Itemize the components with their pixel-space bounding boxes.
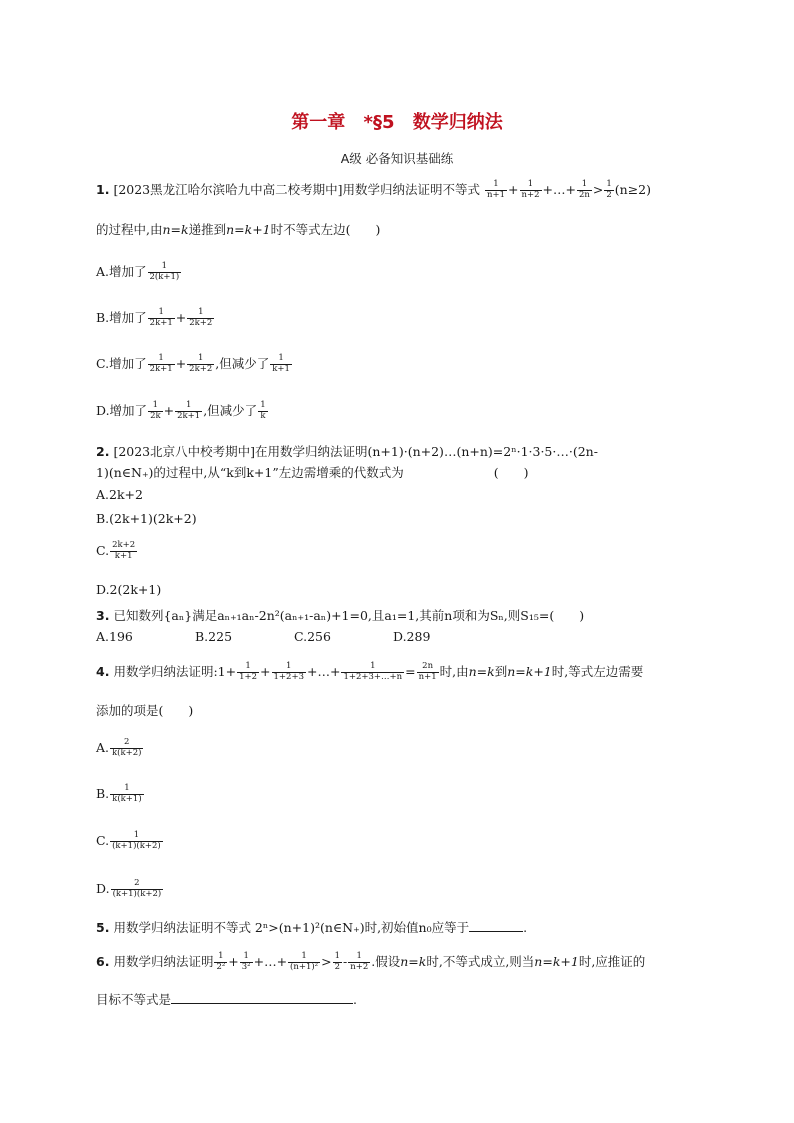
fraction: $\frac{1}{1+2+3}$ [273,661,304,682]
q1-number: 1. [96,182,110,197]
fraction: $\frac{1}{2}$ [334,951,340,972]
q2-line1: 2. [2023北京八中校考期中]在用数学归纳法证明(n+1)·(n+2)…(n+n)=2ⁿ·1·3·5·…·(2n- [96,444,598,459]
q3-options [96,629,492,644]
q2-line2: 1)(n∈N₊)的过程中,从“k到k+1”左边需增乘的代数式为 ( ) [96,465,529,480]
q2-number: 2. [96,444,110,459]
fraction: $\frac{2}{(k+1)(k+2)}$ [112,878,162,899]
fraction: $\frac{1}{2}$ [606,179,612,200]
q4-option-d[interactable]: D. $\frac{2}{(k+1)(k+2)}$ [96,878,162,899]
q4-option-b[interactable]: B. $\frac{1}{k(k+1)}$ [96,783,142,804]
q2-option-c[interactable]: C. $\frac{2k+2}{k+1}$ [96,540,136,561]
fraction: $\frac{1}{n+2}$ [521,179,540,200]
fraction: $\frac{1}{(k+1)(k+2)}$ [112,830,161,851]
q5-answer-blank[interactable] [469,919,523,932]
fraction: $\frac{1}{2k+2}$ [189,307,213,328]
fraction: $\frac{1}{2k+1}$ [177,400,201,421]
q1-option-d[interactable]: D.增加了 $\frac{1}{2k}$ + $\frac{1}{2k+1}$ ,但减少了 $\frac{1}{k}$ [96,400,266,421]
fraction: $\frac{1}{n+1}$ [487,179,506,200]
q4-line1: 4. 用数学归纳法证明:1+ $\frac{1}{1+2}$ + $\frac{1}{1+2+3}$ +…+ $\frac{1}{1+2+3+\dots+n}$ = $\frac{2n}{n+1}$ 时,由n=k到n=k+1时,等式左边需要 [96,661,644,682]
q2-option-a[interactable]: A.2k+2 [96,487,143,502]
topic-label: 数学归纳法 [412,112,503,133]
fraction: $\frac{2k+2}{k+1}$ [112,540,136,561]
level-label: A级 必备知识基础练 [340,151,454,166]
q6-line1: 6. 用数学归纳法证明 $\frac{1}{\text{2²}}$ + $\frac{1}{\text{3²}}$ +…+ $\frac{1}{\text{(n+1)²}}$ > $\frac{1}{2}$ - $\frac{1}{n+2}$ .假设n=k时,不等式成立,则当n=k+1时,应推证的 [96,951,646,972]
fraction: $\frac{1}{2k}$ [150,400,161,421]
q1-text: [2023黑龙江哈尔滨哈九中高二校考期中]用数学归纳法证明不等式 [113,182,481,197]
fraction: $\frac{1}{k}$ [260,400,266,421]
q6-number: 6. [96,954,110,969]
q1-line2: 的过程中,由n=k递推到n=k+1时不等式左边( ) [96,222,381,237]
fraction: $\frac{2n}{n+1}$ [418,661,437,682]
q1-option-c[interactable]: C.增加了 $\frac{1}{2k+1}$ + $\frac{1}{2k+2}$ ,但减少了 $\frac{1}{k+1}$ [96,353,290,374]
fraction: $\frac{1}{n+2}$ [350,951,369,972]
q2-option-d[interactable]: D.2(2k+1) [96,582,162,597]
q5-number: 5. [96,920,110,935]
q3-option-a[interactable]: A.196 [96,629,133,644]
fraction: $\frac{2}{k(k+2)}$ [112,737,142,758]
q6-line2: 目标不等式是 . [96,992,357,1007]
q4-option-a[interactable]: A. $\frac{2}{k(k+2)}$ [96,737,142,758]
q6-answer-blank[interactable] [171,991,353,1004]
fraction: $\frac{1}{1+2+3+\dots+n}$ [343,661,403,682]
q1-option-b[interactable]: B.增加了 $\frac{1}{2k+1}$ + $\frac{1}{2k+2}$ [96,307,213,328]
fraction: $\frac{1}{\text{(n+1)²}}$ [290,951,319,972]
q5-line1: 5. 用数学归纳法证明不等式 2ⁿ>(n+1)²(n∈N₊)时,初始值n₀应等于 . [96,920,528,935]
fraction: $\frac{1}{1+2}$ [239,661,258,682]
fraction: $\frac{1}{2k+1}$ [149,307,173,328]
fraction: $\frac{1}{2(k+1)}$ [149,261,180,282]
fraction: $\frac{1}{2k+2}$ [189,353,213,374]
q4-number: 4. [96,664,110,679]
q3-line1: 3. 已知数列{aₙ}满足aₙ₊₁aₙ-2n²(aₙ₊₁-aₙ)+1=0,且a₁=1,其前n项和为Sₙ,则S₁₅=( ) [96,608,585,623]
fraction: $\frac{1}{k(k+1)}$ [112,783,142,804]
q3-option-b[interactable]: B.225 [195,629,233,644]
chapter-label: 第一章 [291,112,346,133]
q1-line1: 1. [2023黑龙江哈尔滨哈九中高二校考期中]用数学归纳法证明不等式 $\frac{1}{n+1}$ + $\frac{1}{n+2}$ +…+ $\frac{1}{2n}$ > $\frac{1}{2}$ (n≥2) [96,179,651,200]
fraction: $\frac{1}{k+1}$ [272,353,290,374]
fraction: $\frac{1}{\text{2²}}$ [216,951,226,972]
q2-option-b[interactable]: B.(2k+1)(2k+2) [96,511,197,526]
q3-option-d[interactable]: D.289 [393,629,431,644]
q4-line2: 添加的项是( ) [96,703,194,718]
q1-option-a[interactable]: A.增加了 $\frac{1}{2(k+1)}$ [96,261,180,282]
q4-option-c[interactable]: C. $\frac{1}{(k+1)(k+2)}$ [96,830,161,851]
q3-number: 3. [96,608,110,623]
section-label: *§5 [363,112,395,133]
page-title [0,108,794,134]
fraction: $\frac{1}{2k+1}$ [149,353,173,374]
q3-option-c[interactable]: C.256 [294,629,331,644]
fraction: $\frac{1}{\text{3²}}$ [241,951,251,972]
fraction: $\frac{1}{2n}$ [578,179,590,200]
